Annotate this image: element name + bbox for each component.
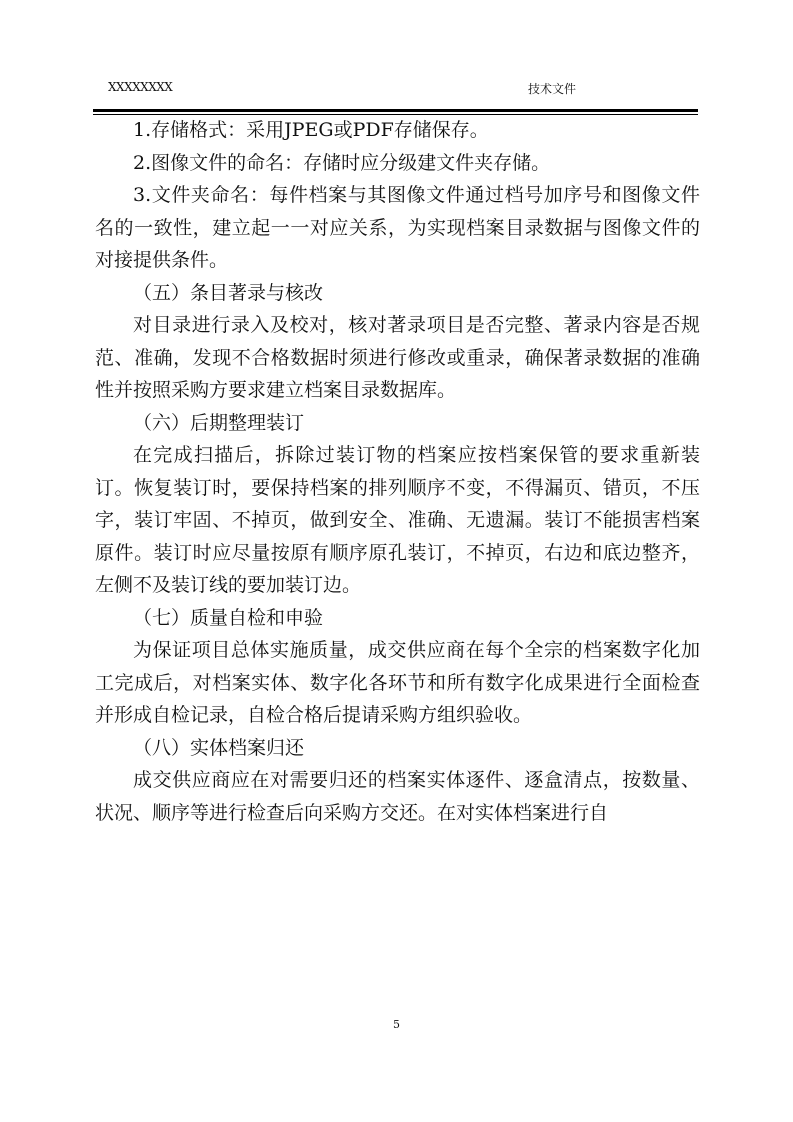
- paragraph-archive-return: 成交供应商应在对需要归还的档案实体逐件、逐盒清点，按数量、状况、顺序等进行检查后向采购方交还。在对实体档案进行自: [95, 769, 700, 824]
- section-heading-5: （五）条目著录与核改: [133, 281, 324, 304]
- section-heading-6: （六）后期整理装订: [133, 411, 305, 434]
- page-number: 5: [393, 1018, 400, 1031]
- header-rule-thick: [93, 109, 698, 112]
- paragraph-rebinding: 在完成扫描后，拆除过装订物的档案应按档案保管的要求重新装订。恢复装订时，要保持档案的排列顺序不变，不得漏页、错页，不压字，装订牢固、不掉页，做到安全、准确、无遗漏。装订不能损害档案原件。装订时应尽量按原有顺序原孔装订，不掉页，右边和底边整齐，左侧不及装订线的要加装订边。: [95, 444, 700, 596]
- paragraph-folder-naming: 3.文件夹命名：每件档案与其图像文件通过档号加序号和图像文件名的一致性，建立起一一对应关系，为实现档案目录数据与图像文件的对接提供条件。: [95, 184, 700, 271]
- header-document-id: XXXXXXXX: [108, 80, 173, 94]
- page-header: [108, 80, 698, 100]
- paragraph-storage-format: 1.存储格式：采用JPEG或PDF存储保存。: [133, 119, 489, 141]
- document-body: [95, 114, 700, 829]
- header-document-type: 技术文件: [528, 82, 577, 96]
- paragraph-image-naming: 2.图像文件的命名：存储时应分级建文件夹存储。: [133, 151, 551, 174]
- section-heading-8: （八）实体档案归还: [133, 736, 305, 759]
- paragraph-catalog-entry: 对目录进行录入及校对，核对著录项目是否完整、著录内容是否规范、准确，发现不合格数据时须进行修改或重录，确保著录数据的准确性并按照采购方要求建立档案目录数据库。: [95, 314, 700, 401]
- section-heading-7: （七）质量自检和申验: [133, 606, 324, 629]
- paragraph-quality-check: 为保证项目总体实施质量，成交供应商在每个全宗的档案数字化加工完成后，对档案实体、数字化各环节和所有数字化成果进行全面检查并形成自检记录，自检合格后提请采购方组织验收。: [95, 639, 700, 726]
